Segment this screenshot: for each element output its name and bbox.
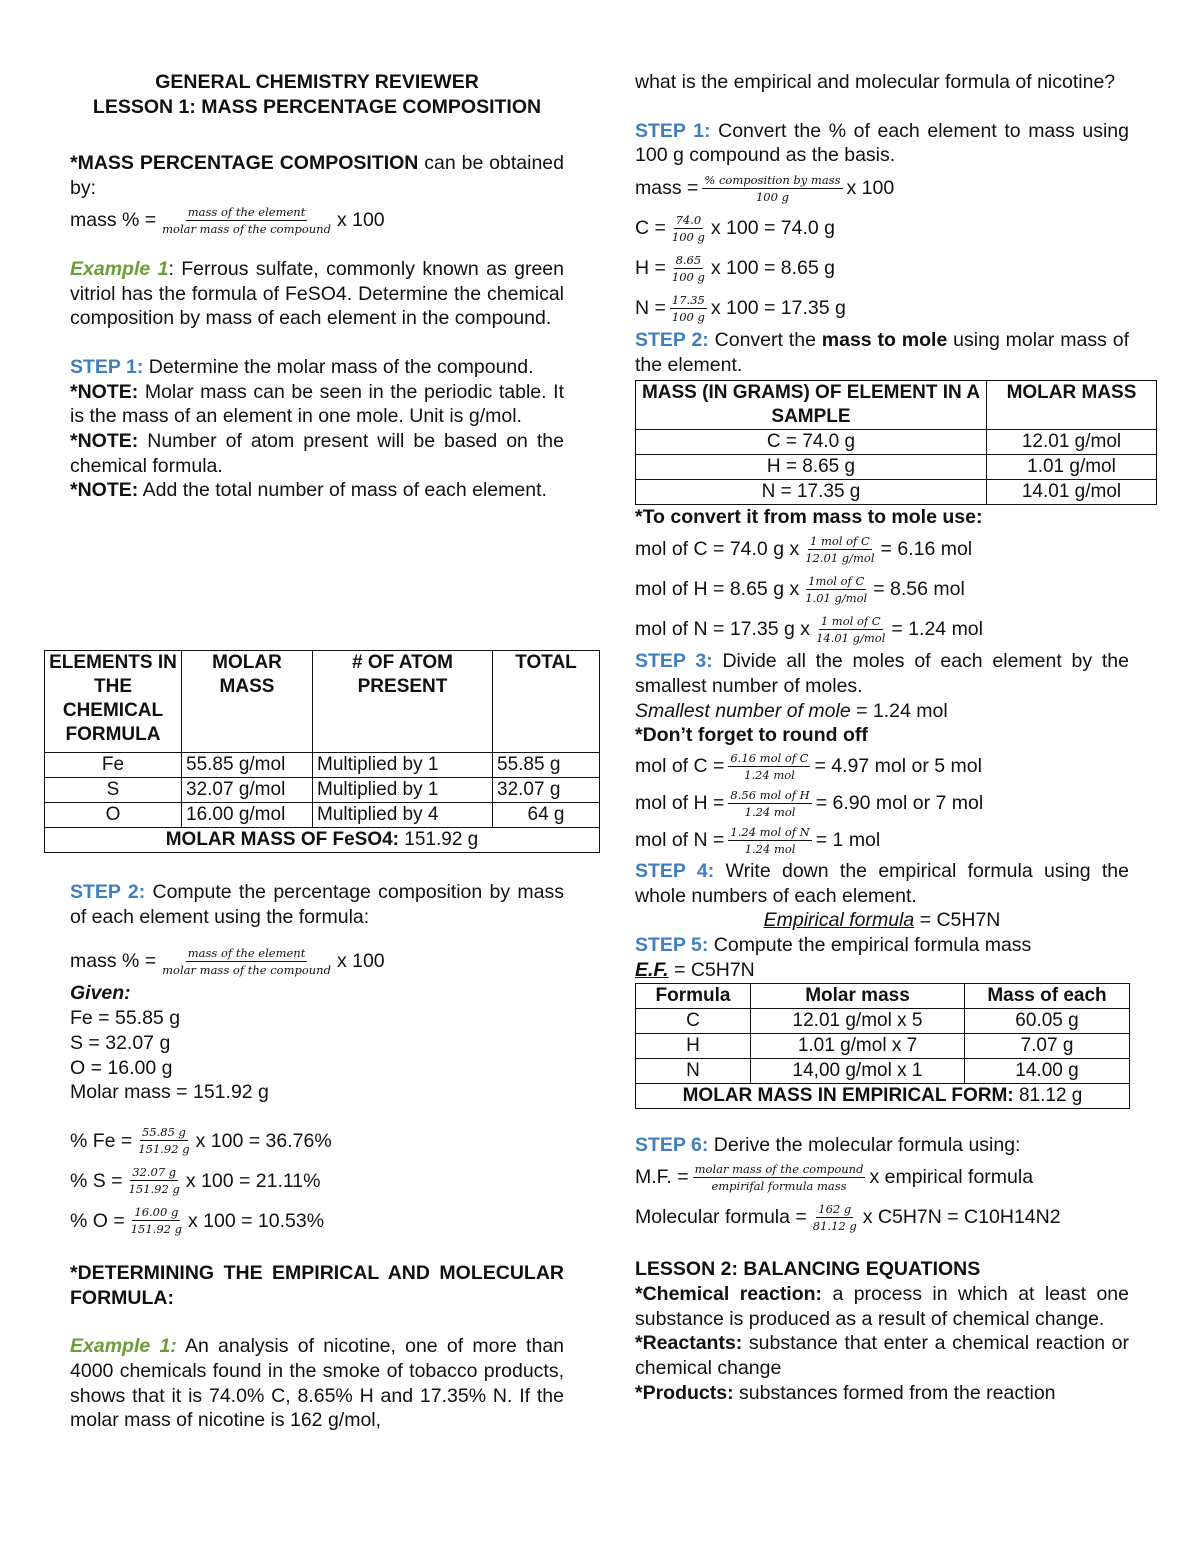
step6-label: STEP 6:	[635, 1133, 709, 1156]
round-off-note: *Don’t forget to round off	[635, 724, 868, 747]
smallest-mole	[635, 699, 1129, 724]
document-title: GENERAL CHEMISTRY REVIEWER	[155, 71, 479, 93]
mol-c	[635, 529, 1129, 569]
table-cell: 55.85 g	[493, 753, 600, 778]
numerator: 6.16 mol of C	[730, 751, 809, 766]
mf-label: M.F. =	[635, 1165, 689, 1188]
mass-percent-formula-2	[70, 941, 564, 981]
table-cell: S	[45, 778, 182, 803]
given-item: Fe = 55.85 g	[70, 1007, 181, 1030]
table-cell: Multiplied by 1	[313, 753, 493, 778]
mass-percent-label: mass % =	[70, 950, 157, 973]
mol-label: mol of H =	[635, 792, 725, 815]
table-cell: Fe	[45, 753, 182, 778]
molecular-formula	[635, 1197, 1129, 1237]
mol-result: = 1 mol	[815, 829, 881, 852]
definition: substance that enter a chemical reaction or chemical change	[635, 1332, 1129, 1380]
fraction	[702, 174, 842, 203]
mass-percent-label: mass % =	[70, 209, 157, 232]
table-cell: H = 8.65 g	[636, 454, 987, 479]
table-header: MASS (IN GRAMS) OF ELEMENT IN A SAMPLE	[636, 380, 987, 429]
numerator: 55.85 g	[141, 1125, 186, 1140]
molar-mass-table	[44, 650, 600, 853]
table-header: ELEMENTS IN THE CHEMICAL FORMULA	[45, 651, 182, 753]
denominator: 14.01 g/mol	[816, 630, 886, 645]
mol-label: mol of C =	[635, 755, 725, 778]
ef-label: E.F.	[635, 958, 669, 981]
percent-result: x 100 = 10.53%	[188, 1209, 325, 1232]
table-header: Molar mass	[751, 983, 965, 1008]
definition: a process in which at least one substance is produced as a result of chemical change.	[635, 1282, 1129, 1330]
denominator: 1.24 mol	[744, 842, 796, 857]
footer-label: MOLAR MASS OF FeSO4:	[165, 829, 400, 850]
mf-result: x empirical formula	[869, 1165, 1034, 1188]
fraction	[728, 789, 811, 818]
table-cell: Multiplied by 1	[313, 778, 493, 803]
step2-text: Convert the	[708, 329, 822, 352]
percent-label: % O =	[70, 1209, 125, 1232]
times-100: x 100	[336, 209, 385, 232]
lesson2-title: LESSON 2: BALANCING EQUATIONS	[635, 1258, 981, 1281]
numerator: 1 mol of C	[820, 613, 881, 628]
numerator: 1mol of C	[808, 573, 865, 588]
numerator: 74.0	[675, 212, 702, 227]
fraction	[160, 206, 333, 235]
example-continuation: what is the empirical and molecular formula of nicotine?	[635, 71, 1116, 93]
mass-formula	[635, 168, 1129, 208]
example1-label: Example 1	[70, 257, 169, 280]
times-100: x 100	[336, 950, 385, 973]
note2-text: Number of atom present will be based on the chemical formula.	[70, 430, 564, 477]
step2-text: Compute the percentage composition by mass of each element using the formula:	[70, 881, 564, 928]
table-cell: N	[636, 1058, 751, 1083]
note3	[70, 478, 564, 503]
denominator: empirifal formula mass	[711, 1178, 847, 1193]
fraction	[803, 535, 876, 564]
denominator: 1.24 mol	[744, 805, 796, 820]
mass-n	[635, 288, 1129, 328]
lesson1-title: LESSON 1: MASS PERCENTAGE COMPOSITION	[92, 95, 542, 118]
empirical-value: = C5H7N	[914, 909, 1001, 932]
note2	[70, 429, 564, 478]
numerator: mass of the element	[187, 205, 306, 220]
fraction	[160, 947, 333, 976]
table-row	[45, 803, 600, 828]
denominator: 100 g	[755, 189, 789, 204]
definition: substances formed from the reaction	[733, 1381, 1056, 1404]
determining-heading: *DETERMINING THE EMPIRICAL AND MOLECULAR FORMULA:	[70, 1261, 564, 1309]
percent-fe	[70, 1121, 564, 1161]
denominator: 151.92 g	[138, 1142, 190, 1157]
smallest-label: Smallest number of mole	[635, 699, 851, 722]
mass-h	[635, 248, 1129, 288]
step3	[635, 649, 1129, 698]
table-row	[45, 778, 600, 803]
numerator: 16.00 g	[134, 1205, 179, 1220]
table-cell: 16.00 g/mol	[182, 803, 313, 828]
note1	[70, 380, 564, 429]
convert-note: *To convert it from mass to mole use:	[635, 505, 983, 528]
given-item: S = 32.07 g	[70, 1031, 171, 1054]
denominator: 100 g	[671, 269, 705, 284]
fraction	[814, 615, 887, 644]
table-footer	[636, 1083, 1130, 1108]
table-cell: 60.05 g	[965, 1008, 1130, 1033]
step5-label: STEP 5:	[635, 934, 709, 957]
denominator: molar mass of the compound	[162, 222, 331, 237]
table-row	[636, 479, 1157, 504]
table-row	[636, 1033, 1130, 1058]
step6-text: Derive the molecular formula using:	[708, 1133, 1021, 1156]
step2-bold: mass to mole	[821, 329, 948, 352]
fraction	[811, 1203, 859, 1232]
chemical-reaction-def	[635, 1282, 1129, 1331]
left-column-lower	[70, 880, 564, 1433]
numerator: molar mass of the compound	[694, 1161, 864, 1176]
denominator: molar mass of the compound	[162, 962, 331, 977]
mol-result: = 1.24 mol	[891, 617, 983, 640]
example1-text: : Ferrous sulfate, commonly known as green vitriol has the formula of FeSO4. Determine the chemical composition by mass of each element in the compound.	[70, 257, 564, 330]
step3-text: Divide all the moles of each element by the smallest number of moles.	[635, 650, 1129, 697]
table-row	[636, 1058, 1130, 1083]
round-h	[635, 785, 1129, 822]
mass-percent-formula	[70, 201, 564, 241]
note3-text: Add the total number of mass of each element.	[138, 479, 547, 502]
mpc-bold: MASS PERCENTAGE COMPOSITION	[77, 152, 419, 175]
table-header: MOLAR MASS	[182, 651, 313, 753]
step1	[70, 355, 564, 380]
step5	[635, 933, 1129, 958]
step1-text: Convert the % of each element to mass using 100 g compound as the basis.	[635, 119, 1129, 167]
mass-label: mass =	[635, 176, 699, 199]
note-label: *NOTE:	[70, 380, 139, 403]
mass-molar-table	[635, 380, 1157, 505]
percent-s	[70, 1161, 564, 1201]
step1-label: STEP 1:	[70, 355, 144, 378]
smallest-value: = 1.24 mol	[850, 699, 948, 722]
term: *Products:	[635, 1381, 734, 1404]
numerator: 162 g	[818, 1201, 852, 1216]
round-c	[635, 748, 1129, 785]
given-item: Molar mass = 151.92 g	[70, 1081, 269, 1104]
mpc-star: *	[70, 152, 78, 175]
mass-c	[635, 208, 1129, 248]
left-column	[70, 70, 564, 503]
example1-nicotine	[70, 1334, 564, 1433]
table-cell: 12.01 g/mol x 5	[751, 1008, 965, 1033]
table-row	[636, 1008, 1130, 1033]
step1-text: Determine the molar mass of the compound.	[143, 355, 534, 378]
table-cell: 1.01 g/mol	[987, 454, 1157, 479]
table-cell: 14,00 g/mol x 1	[751, 1058, 965, 1083]
percent-result: x 100 = 21.11%	[185, 1169, 321, 1192]
step3-label: STEP 3:	[635, 650, 713, 673]
table-cell: 32.07 g	[493, 778, 600, 803]
mol-n	[635, 609, 1129, 649]
step2	[70, 880, 564, 929]
table-header: # OF ATOM PRESENT	[313, 651, 493, 753]
table-cell: 14.01 g/mol	[987, 479, 1157, 504]
mol-h	[635, 569, 1129, 609]
table-cell: 64 g	[493, 803, 600, 828]
fraction	[136, 1126, 191, 1155]
element-label: H =	[635, 256, 666, 279]
table-cell: C = 74.0 g	[636, 429, 987, 454]
step5-text: Compute the empirical formula mass	[708, 934, 1032, 957]
empirical-mass-table	[635, 983, 1130, 1109]
ef-value: = C5H7N	[668, 958, 755, 981]
footer-label: MOLAR MASS IN EMPIRICAL FORM:	[682, 1084, 1014, 1106]
table-cell: H	[636, 1033, 751, 1058]
given-item: O = 16.00 g	[70, 1056, 173, 1079]
molecular-result: x C5H7N = C10H14N2	[862, 1205, 1061, 1228]
mol-label: mol of H = 8.65 g x	[635, 577, 800, 600]
example1	[70, 257, 564, 331]
table-header: MOLAR MASS	[987, 380, 1157, 429]
result: x 100 = 17.35 g	[710, 296, 846, 319]
table-row	[45, 753, 600, 778]
mol-result: = 4.97 mol or 5 mol	[814, 755, 982, 778]
right-column	[635, 70, 1137, 1405]
table-row	[636, 429, 1157, 454]
percent-label: % S =	[70, 1169, 123, 1192]
fraction	[670, 294, 707, 323]
term: *Chemical reaction:	[635, 1282, 823, 1305]
mol-result: = 6.90 mol or 7 mol	[815, 792, 984, 815]
denominator: 100 g	[671, 309, 705, 324]
fraction	[670, 254, 707, 283]
table-cell: 14.00 g	[965, 1058, 1130, 1083]
molecular-label: Molecular formula =	[635, 1205, 807, 1228]
numerator: 1 mol of C	[809, 533, 870, 548]
table-row	[636, 454, 1157, 479]
step6	[635, 1133, 1129, 1158]
fraction	[670, 214, 707, 243]
step2-label: STEP 2:	[70, 881, 146, 903]
fraction	[728, 826, 811, 855]
mf-formula	[635, 1157, 1129, 1197]
table-cell: 1.01 g/mol x 7	[751, 1033, 965, 1058]
note-label: *NOTE:	[70, 479, 139, 502]
numerator: 32.07 g	[132, 1165, 177, 1180]
table-header: Mass of each	[965, 983, 1130, 1008]
table-cell: 7.07 g	[965, 1033, 1130, 1058]
denominator: 151.92 g	[128, 1182, 180, 1197]
element-label: N =	[635, 296, 666, 319]
table-cell: C	[636, 1008, 751, 1033]
table-footer	[45, 828, 600, 853]
reactants-def	[635, 1331, 1129, 1380]
table-cell: Multiplied by 4	[313, 803, 493, 828]
denominator: 81.12 g	[812, 1218, 857, 1233]
fraction	[129, 1206, 184, 1235]
fraction	[803, 575, 869, 604]
mpc-rest: can be obtained by:	[70, 152, 564, 200]
fraction	[728, 752, 810, 781]
denominator: 151.92 g	[130, 1222, 182, 1237]
round-n	[635, 822, 1129, 859]
mol-result: = 6.16 mol	[880, 537, 973, 560]
mpc-definition	[70, 151, 564, 200]
example-text: An analysis of nicotine, one of more than 4000 chemicals found in the smoke of tobacco products, shows that it is 74.0% C, 8.65% H and 17.35% N. If the molar mass of nicotine is 162 g/mol,	[70, 1335, 565, 1432]
example-label: Example 1:	[70, 1335, 177, 1358]
denominator: 1.01 g/mol	[805, 590, 868, 605]
note1-text: Molar mass can be seen in the periodic table. It is the mass of an element in one mole. Unit is g/mol.	[70, 380, 564, 428]
percent-label: % Fe =	[70, 1129, 133, 1152]
step2-label: STEP 2:	[635, 329, 709, 352]
result: x 100 = 74.0 g	[710, 216, 836, 239]
step2-right	[635, 328, 1129, 377]
element-label: C =	[635, 216, 666, 239]
empirical-label: Empirical formula	[763, 909, 915, 932]
denominator: 12.01 g/mol	[805, 550, 875, 565]
percent-o	[70, 1201, 564, 1241]
table-cell: 12.01 g/mol	[987, 429, 1157, 454]
step2-text: using molar mass of the element.	[635, 329, 1129, 376]
numerator: 8.65	[675, 252, 702, 267]
fraction	[127, 1166, 182, 1195]
footer-value: 81.12 g	[1013, 1084, 1083, 1106]
footer-value: 151.92 g	[399, 829, 479, 850]
table-cell: 55.85 g/mol	[182, 753, 313, 778]
table-cell: O	[45, 803, 182, 828]
products-def	[635, 1381, 1129, 1406]
term: *Reactants:	[635, 1332, 743, 1355]
numerator: 17.35	[671, 292, 705, 307]
ef-line	[635, 958, 1129, 983]
given-label: Given:	[70, 982, 131, 1005]
denominator: 100 g	[671, 229, 705, 244]
table-cell: N = 17.35 g	[636, 479, 987, 504]
step4-text: Write down the empirical formula using the whole numbers of each element.	[635, 860, 1129, 907]
numerator: 8.56 mol of H	[730, 788, 810, 803]
mol-label: mol of N = 17.35 g x	[635, 617, 811, 640]
empirical-formula	[635, 908, 1129, 933]
table-header: Formula	[636, 983, 751, 1008]
numerator: 1.24 mol of N	[730, 825, 810, 840]
step4-label: STEP 4:	[635, 860, 715, 883]
step4	[635, 859, 1129, 908]
step1-label: STEP 1:	[635, 119, 711, 142]
denominator: 1.24 mol	[744, 768, 795, 783]
note-label: *NOTE:	[70, 430, 139, 453]
numerator: % composition by mass	[704, 172, 841, 187]
step1-right	[635, 119, 1129, 168]
table-header: TOTAL	[493, 651, 600, 753]
mol-result: = 8.56 mol	[873, 577, 965, 600]
mol-label: mol of C = 74.0 g x	[635, 537, 800, 560]
fraction	[693, 1163, 866, 1192]
numerator: mass of the element	[187, 945, 306, 960]
mol-label: mol of N =	[635, 829, 725, 852]
percent-result: x 100 = 36.76%	[195, 1129, 332, 1152]
result: x 100 = 8.65 g	[710, 256, 836, 279]
times-100: x 100	[846, 176, 895, 199]
table-cell: 32.07 g/mol	[182, 778, 313, 803]
